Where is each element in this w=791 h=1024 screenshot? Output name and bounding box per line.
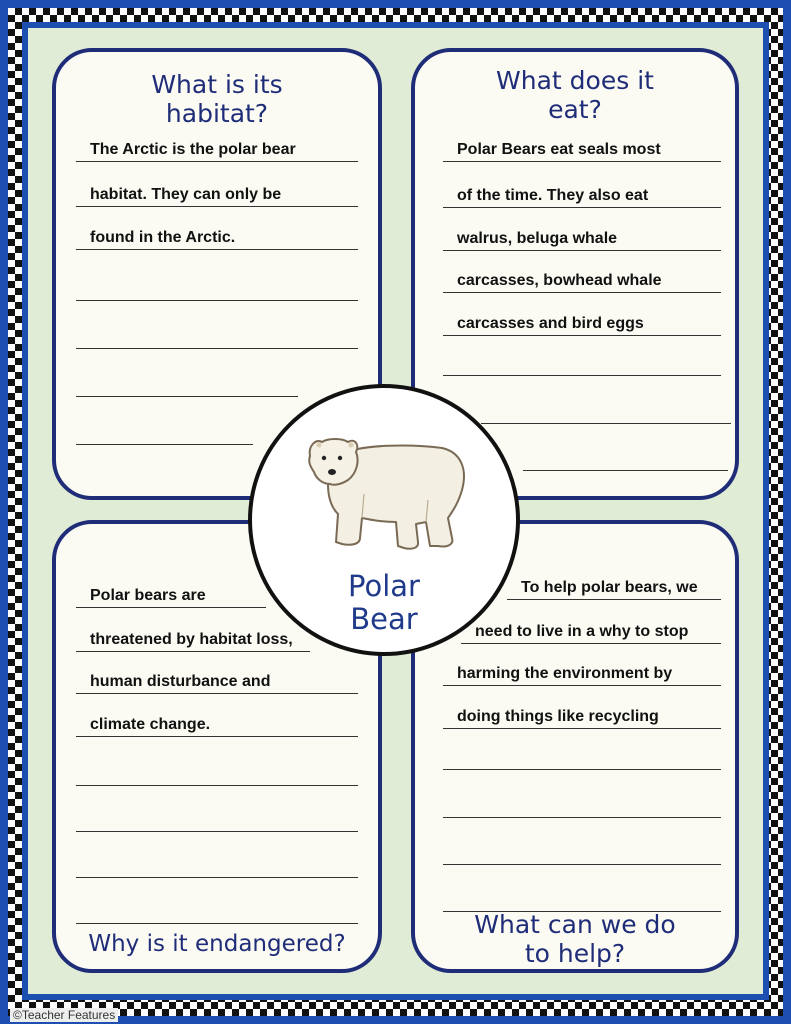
center-title-line1: Polar	[348, 569, 420, 603]
eat-line	[481, 402, 731, 424]
endangered-line	[76, 810, 358, 832]
help-heading	[415, 910, 735, 968]
endangered-line: threatened by habitat loss,	[76, 630, 310, 652]
eat-line: carcasses and bird eggs	[443, 314, 721, 336]
habitat-line: found in the Arctic.	[76, 228, 358, 250]
help-line: doing things like recycling	[443, 707, 721, 729]
polar-bear-icon	[302, 434, 472, 564]
help-line: harming the environment by	[443, 664, 721, 686]
help-heading-line2: to help?	[524, 939, 626, 968]
endangered-line: climate change.	[76, 715, 358, 737]
eat-line: of the time. They also eat	[443, 186, 721, 208]
endangered-line: human disturbance and	[76, 672, 358, 694]
endangered-heading: Why is it endangered?	[88, 931, 346, 957]
habitat-line	[76, 327, 358, 349]
habitat-line	[76, 375, 298, 397]
eat-line: walrus, beluga whale	[443, 229, 721, 251]
help-line	[443, 843, 721, 865]
endangered-line: Polar bears are	[76, 586, 266, 608]
habitat-heading	[56, 70, 378, 128]
help-heading-line1: What can we do	[474, 910, 676, 939]
help-line	[443, 796, 721, 818]
eat-line	[523, 449, 728, 471]
center-title-line2: Bear	[350, 602, 418, 636]
copyright-label: ©Teacher Features	[10, 1008, 118, 1022]
eat-line	[443, 354, 721, 376]
eat-line: carcasses, bowhead whale	[443, 271, 721, 293]
habitat-line	[76, 423, 253, 445]
eat-heading-line2: eat?	[548, 95, 602, 124]
habitat-heading-line1: What is its	[151, 70, 283, 99]
eat-line: Polar Bears eat seals most	[443, 140, 721, 162]
help-line	[443, 890, 721, 912]
habitat-heading-line2: habitat?	[165, 99, 269, 128]
endangered-line	[76, 856, 358, 878]
help-line: need to live in a why to stop	[461, 622, 721, 644]
center-circle	[248, 384, 520, 656]
habitat-line	[76, 279, 358, 301]
endangered-line	[76, 902, 358, 924]
center-title	[252, 570, 516, 636]
eat-heading	[415, 66, 735, 124]
habitat-line: The Arctic is the polar bear	[76, 140, 358, 162]
habitat-line: habitat. They can only be	[76, 185, 358, 207]
endangered-line	[76, 764, 358, 786]
help-line: To help polar bears, we	[507, 578, 721, 600]
eat-heading-line1: What does it	[496, 66, 654, 95]
help-line	[443, 748, 721, 770]
